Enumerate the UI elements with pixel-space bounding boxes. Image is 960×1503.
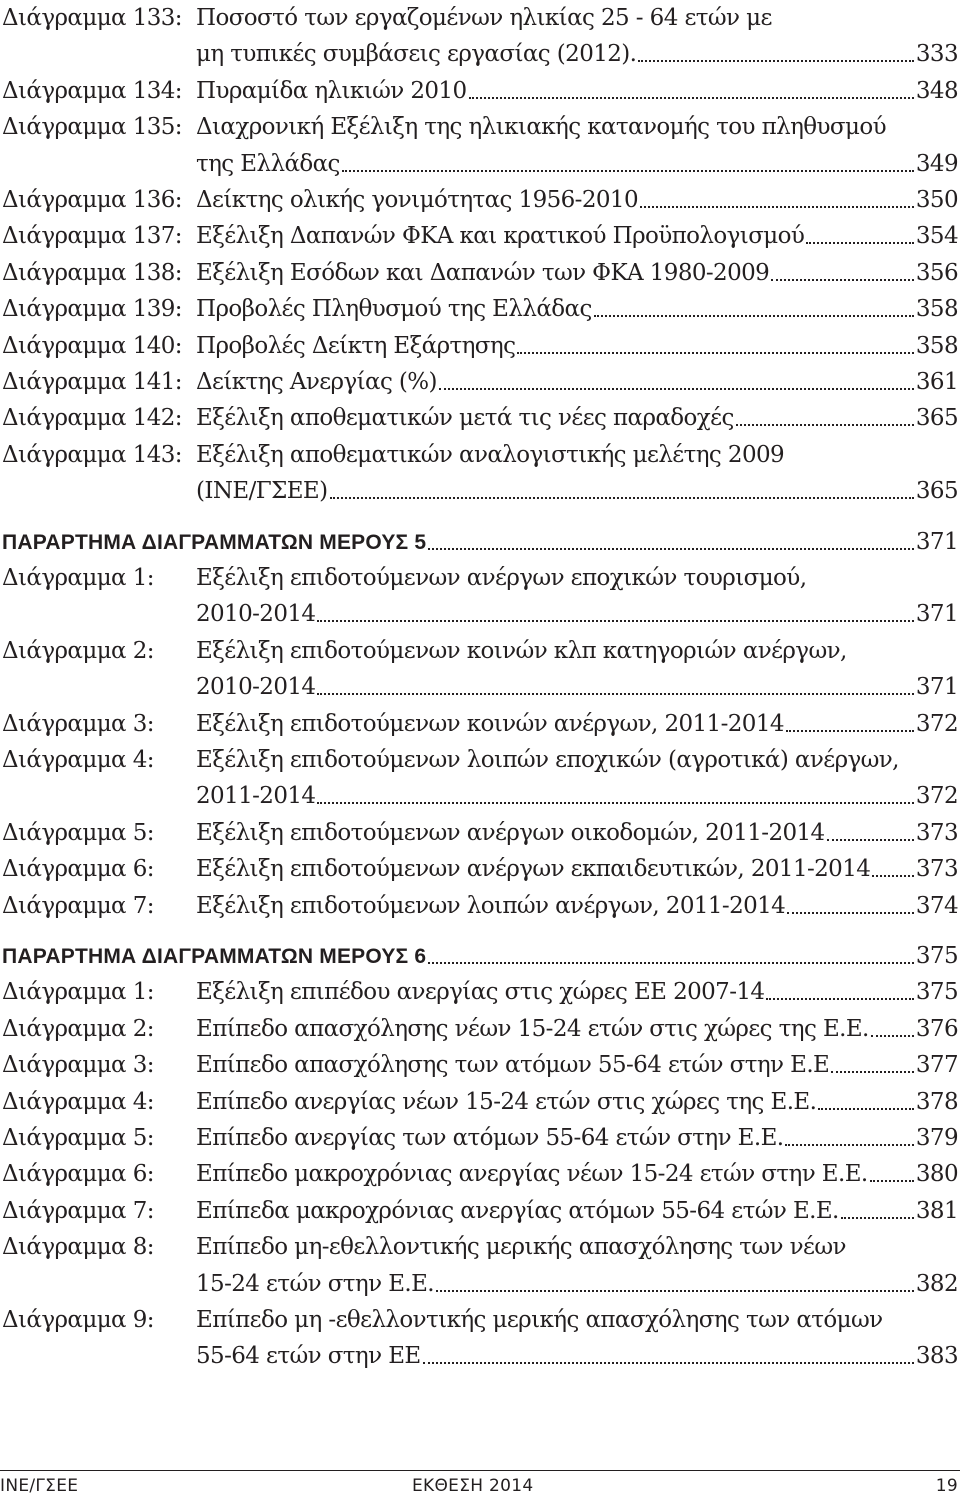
- figure-title-text: Εξέλιξη Δαπανών ΦΚΑ και κρατικού Προϋπολογισμού: [196, 223, 805, 250]
- figure-title-text: Επίπεδο απασχόλησης νέων 15-24 ετών στις χώρες της Ε.Ε.: [196, 1015, 869, 1042]
- footer-publisher: ΙΝΕ/ΓΣΕΕ: [0, 1476, 79, 1496]
- figure-title-last-line: [196, 669, 958, 705]
- figure-title-line: [196, 437, 958, 473]
- dot-leader: [342, 146, 914, 182]
- page-number: 379: [915, 1125, 958, 1151]
- figure-title-last-line: [196, 218, 958, 254]
- figure-label: Διάγραμμα 137:: [2, 223, 182, 250]
- figure-title-last-line: [196, 36, 958, 72]
- figure-title-text: Επίπεδο μη -εθελλοντικής μερικής απασχόλησης των ατόμων: [196, 1307, 883, 1333]
- toc-entry[interactable]: [0, 218, 960, 254]
- figure-title-text: Εξέλιξη επιδοτούμενων λοιπών εποχικών (αγροτικά) ανέργων,: [196, 747, 899, 773]
- page-number: 382: [915, 1270, 958, 1297]
- toc-entry[interactable]: [0, 1302, 960, 1375]
- toc-entry[interactable]: [0, 1047, 960, 1083]
- page-number: 374: [915, 892, 958, 919]
- dot-leader: [423, 1338, 914, 1374]
- figure-title-text: Εξέλιξη επιδοτούμενων λοιπών ανέργων, 2011-2014: [196, 892, 786, 919]
- figure-label: Διάγραμμα 7:: [2, 892, 154, 919]
- figure-title-last-line: [196, 364, 958, 400]
- toc-entry[interactable]: [0, 1011, 960, 1047]
- figure-title-last-line: [196, 706, 958, 742]
- page-number: 356: [915, 259, 958, 286]
- figure-title-text: Διαχρονική Εξέλιξη της ηλικιακής κατανομής του πληθυσμού: [196, 114, 886, 141]
- figure-title-text: Εξέλιξη επιδοτούμενων κοινών κλπ κατηγοριών ανέργων,: [196, 637, 847, 664]
- figure-title-text: 2011-2014: [196, 783, 316, 810]
- dot-leader: [871, 1011, 914, 1047]
- section-heading-text: ΠΑΡΑΡΤΗΜΑ ΔΙΑΓΡΑΜΜΑΤΩΝ ΜΕΡΟΥΣ 5: [2, 530, 427, 554]
- footer-report-title: ΕΚΘΕΣΗ 2014: [412, 1476, 534, 1496]
- dot-leader: [594, 291, 914, 327]
- dot-leader: [787, 888, 914, 924]
- figure-title-text: 2010-2014: [196, 601, 316, 628]
- dot-leader: [317, 596, 913, 632]
- page-number: 358: [915, 332, 958, 359]
- page-number: 361: [915, 369, 958, 395]
- figure-label: Διάγραμμα 6:: [2, 1161, 154, 1188]
- figure-title-line: [196, 633, 958, 669]
- figure-title-text: Εξέλιξη επιδοτούμενων ανέργων εποχικών τουρισμού,: [196, 565, 807, 591]
- toc-entry[interactable]: [0, 182, 960, 218]
- dot-leader: [469, 73, 914, 109]
- toc-entry[interactable]: [0, 1229, 960, 1302]
- page-number: 371: [915, 528, 958, 555]
- figure-title-text: Προβολές Δείκτη Εξάρτησης: [196, 332, 516, 359]
- toc-entry[interactable]: [0, 73, 960, 109]
- dot-leader: [439, 364, 914, 400]
- figure-title-last-line: [196, 400, 958, 436]
- toc-entry[interactable]: [0, 633, 960, 706]
- figure-title-line: [196, 0, 958, 36]
- figure-title-last-line: [196, 1193, 958, 1229]
- toc-entry[interactable]: [0, 1084, 960, 1120]
- figure-title-last-line: [196, 182, 958, 218]
- footer-rule: [0, 1470, 960, 1471]
- figure-title-text: Εξέλιξη αποθεματικών αναλογιστικής μελέτης 2009: [196, 441, 785, 468]
- figure-label: Διάγραμμα 2:: [2, 1015, 154, 1042]
- page-number: 371: [915, 674, 958, 701]
- figure-title-line: [196, 742, 958, 778]
- page-number: 373: [915, 856, 958, 883]
- dot-leader: [766, 974, 913, 1010]
- figure-title-last-line: [196, 1047, 958, 1083]
- figure-title-line: [196, 109, 958, 145]
- figure-title-last-line: [196, 1266, 958, 1302]
- page-number: 375: [915, 979, 958, 1006]
- figure-title-last-line: [196, 1011, 958, 1047]
- page-number: 380: [915, 1161, 958, 1188]
- page-number: 348: [915, 77, 958, 104]
- figure-title-text: 2010-2014: [196, 674, 316, 701]
- dot-leader: [736, 400, 914, 436]
- figure-title-last-line: [196, 328, 958, 364]
- page-footer: [0, 1462, 960, 1502]
- page-number: 365: [915, 478, 958, 505]
- dot-leader: [517, 328, 914, 364]
- toc-entry[interactable]: [0, 1156, 960, 1192]
- figure-label: Διάγραμμα 1:: [2, 565, 154, 591]
- dot-leader: [827, 815, 914, 851]
- figure-label: Διάγραμμα 5:: [2, 819, 154, 846]
- figure-title-text: Επίπεδο ανεργίας των ατόμων 55-64 ετών στην Ε.Ε.: [196, 1125, 784, 1151]
- figure-label: Διάγραμμα 8:: [2, 1234, 154, 1261]
- dot-leader: [806, 218, 914, 254]
- dot-leader: [317, 669, 913, 705]
- page-number: 373: [915, 819, 958, 846]
- figure-label: Διάγραμμα 5:: [2, 1125, 154, 1151]
- page-number: 354: [915, 223, 958, 250]
- figure-title-text: της Ελλάδας: [196, 150, 340, 177]
- figure-title-text: Εξέλιξη επιδοτούμενων ανέργων οικοδομών, 2011-2014: [196, 819, 825, 846]
- toc-entry[interactable]: [0, 851, 960, 887]
- page-number: 375: [915, 943, 958, 969]
- toc-entry[interactable]: [0, 815, 960, 851]
- page-number: 378: [915, 1088, 958, 1115]
- dot-leader: [831, 1047, 914, 1083]
- figure-title-last-line: [196, 1084, 958, 1120]
- section-heading[interactable]: [0, 938, 960, 974]
- figure-title-line: [196, 560, 958, 596]
- figure-title-text: Επίπεδο μη-εθελλοντικής μερικής απασχόλησης των νέων: [196, 1234, 846, 1261]
- figure-label: Διάγραμμα 4:: [2, 747, 154, 773]
- dot-leader: [841, 1193, 914, 1229]
- dot-leader: [436, 1266, 914, 1302]
- figure-title-text: Εξέλιξη επιδοτούμενων κοινών ανέργων, 2011-2014: [196, 710, 784, 737]
- figure-title-last-line: [196, 473, 958, 509]
- dot-leader: [872, 851, 914, 887]
- figure-title-last-line: [196, 1156, 958, 1192]
- figure-title-text: Εξέλιξη επιδοτούμενων ανέργων εκπαιδευτικών, 2011-2014: [196, 856, 871, 883]
- toc-entry[interactable]: [0, 742, 960, 815]
- section-heading-text: ΠΑΡΑΡΤΗΜΑ ΔΙΑΓΡΑΜΜΑΤΩΝ ΜΕΡΟΥΣ 6: [2, 945, 427, 968]
- page-number: 381: [915, 1197, 958, 1224]
- figure-title-last-line: [196, 73, 958, 109]
- figure-label: Διάγραμμα 140:: [2, 332, 182, 359]
- figure-label: Διάγραμμα 138:: [2, 259, 182, 286]
- figure-title-text: 15-24 ετών στην Ε.Ε.: [196, 1270, 435, 1297]
- figure-label: Διάγραμμα 3:: [2, 1052, 154, 1079]
- figure-title-last-line: [196, 1338, 958, 1374]
- figure-title-text: Δείκτης ολικής γονιμότητας 1956-2010: [196, 187, 638, 213]
- dot-leader: [638, 36, 913, 72]
- figure-title-text: Επίπεδο ανεργίας νέων 15-24 ετών στις χώρες της Ε.Ε.: [196, 1088, 817, 1115]
- section-heading[interactable]: [0, 524, 960, 560]
- figure-title-text: Εξέλιξη επιπέδου ανεργίας στις χώρες ΕΕ 2007-14: [196, 979, 765, 1006]
- figure-title-last-line: [196, 1120, 958, 1156]
- figure-title-last-line: [196, 851, 958, 887]
- toc-entry[interactable]: [0, 400, 960, 436]
- figure-label: Διάγραμμα 143:: [2, 441, 182, 468]
- figure-title-line: [196, 1302, 958, 1338]
- figure-label: Διάγραμμα 136:: [2, 187, 182, 213]
- page-number: 358: [915, 296, 958, 323]
- figure-title-last-line: [196, 291, 958, 327]
- figure-title-text: μη τυπικές συμβάσεις εργασίας (2012).: [196, 41, 637, 68]
- toc-entry[interactable]: [0, 1120, 960, 1156]
- figure-title-text: Επίπεδο απασχόλησης των ατόμων 55-64 ετών στην Ε.Ε: [196, 1052, 830, 1079]
- figure-title-text: Προβολές Πληθυσμού της Ελλάδας: [196, 296, 592, 323]
- figure-label: Διάγραμμα 139:: [2, 296, 182, 323]
- toc-entry[interactable]: [0, 560, 960, 633]
- toc-entry[interactable]: [0, 706, 960, 742]
- page-number: 383: [915, 1343, 958, 1370]
- figure-title-last-line: [196, 778, 958, 814]
- figure-label: Διάγραμμα 2:: [2, 637, 154, 664]
- figure-title-text: Δείκτης Ανεργίας (%): [196, 369, 437, 395]
- figure-title-line: [196, 1229, 958, 1265]
- page-number: 372: [915, 783, 958, 810]
- figure-label: Διάγραμμα 6:: [2, 856, 154, 883]
- dot-leader: [786, 706, 914, 742]
- toc-entry[interactable]: [0, 291, 960, 327]
- page-number: 371: [915, 601, 958, 628]
- toc-entry[interactable]: [0, 364, 960, 400]
- figure-title-text: Εξέλιξη Εσόδων και Δαπανών των ΦΚΑ 1980-2009: [196, 259, 770, 286]
- figure-title-last-line: [196, 255, 958, 291]
- page-number: 377: [915, 1052, 958, 1079]
- toc-entry[interactable]: [0, 974, 960, 1010]
- figure-title-text: Ποσοστό των εργαζομένων ηλικίας 25 - 64 ετών με: [196, 5, 772, 31]
- toc-entry[interactable]: [0, 437, 960, 510]
- page-number: 333: [915, 41, 958, 68]
- figure-title-text: 55-64 ετών στην ΕΕ: [196, 1343, 421, 1370]
- dot-leader: [771, 255, 914, 291]
- figure-title-last-line: [196, 815, 958, 851]
- page-number: 372: [915, 710, 958, 737]
- dot-leader: [428, 938, 914, 974]
- figure-label: Διάγραμμα 142:: [2, 405, 182, 432]
- page-number: 376: [915, 1015, 958, 1042]
- figure-label: Διάγραμμα 4:: [2, 1088, 154, 1115]
- figure-title-last-line: [196, 596, 958, 632]
- figure-title-last-line: [196, 888, 958, 924]
- page-number: 349: [915, 150, 958, 177]
- dot-leader: [870, 1156, 914, 1192]
- dot-leader: [640, 182, 914, 218]
- figure-title-text: (ΙΝΕ/ΓΣΕΕ): [196, 478, 328, 505]
- footer-page-number: 19: [935, 1476, 958, 1496]
- figure-label: Διάγραμμα 134:: [2, 77, 182, 104]
- figure-label: Διάγραμμα 1:: [2, 979, 154, 1006]
- figure-title-text: Πυραμίδα ηλικιών 2010: [196, 77, 467, 104]
- figure-label: Διάγραμμα 9:: [2, 1307, 154, 1333]
- toc-entry[interactable]: [0, 255, 960, 291]
- toc-entry[interactable]: [0, 0, 960, 73]
- dot-leader: [330, 473, 914, 509]
- toc-entry[interactable]: [0, 888, 960, 924]
- figure-title-last-line: [196, 974, 958, 1010]
- figure-label: Διάγραμμα 141:: [2, 369, 182, 395]
- figure-title-last-line: [196, 146, 958, 182]
- figure-label: Διάγραμμα 133:: [2, 5, 182, 31]
- figure-label: Διάγραμμα 135:: [2, 114, 182, 141]
- toc-entry[interactable]: [0, 328, 960, 364]
- figure-label: Διάγραμμα 7:: [2, 1197, 154, 1224]
- figure-label: Διάγραμμα 3:: [2, 710, 154, 737]
- dot-leader: [818, 1084, 914, 1120]
- toc-entry[interactable]: [0, 1193, 960, 1229]
- dot-leader: [317, 778, 913, 814]
- figure-title-text: Επίπεδο μακροχρόνιας ανεργίας νέων 15-24 ετών στην Ε.Ε.: [196, 1161, 868, 1188]
- figure-title-text: Επίπεδα μακροχρόνιας ανεργίας ατόμων 55-64 ετών Ε.Ε.: [196, 1197, 839, 1224]
- dot-leader: [785, 1120, 913, 1156]
- page-number: 365: [915, 405, 958, 432]
- toc-entry[interactable]: [0, 109, 960, 182]
- page-number: 350: [915, 187, 958, 213]
- dot-leader: [428, 524, 914, 560]
- figure-title-text: Εξέλιξη αποθεματικών μετά τις νέες παραδοχές: [196, 405, 734, 432]
